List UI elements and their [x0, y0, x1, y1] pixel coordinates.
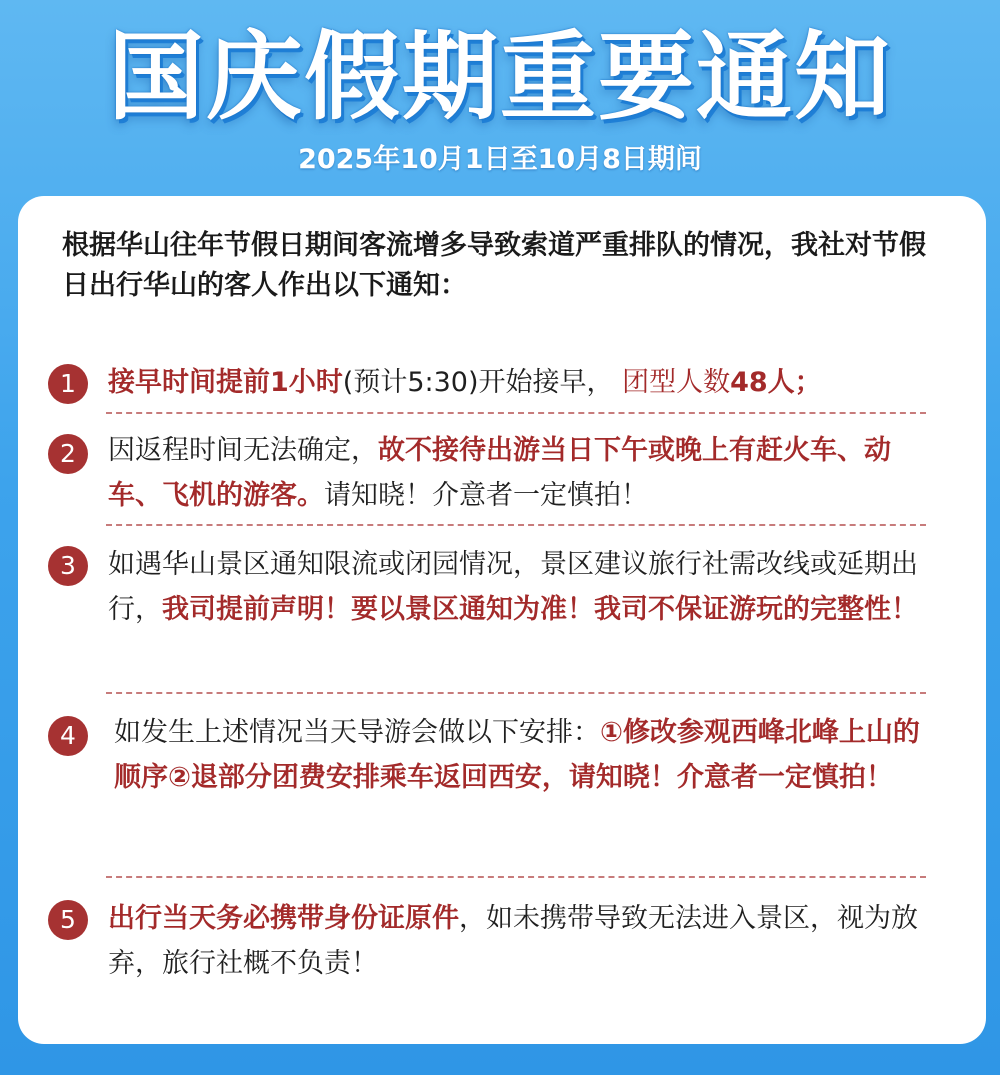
- item-text: [108, 542, 928, 632]
- item-highlight: 48人；: [730, 367, 822, 398]
- item-text: [108, 360, 928, 405]
- item-highlight: ①修改参观西峰北峰上山的顺序②退部分团费安排乘车返回西安，请知晓！介意者一定慎拍！: [114, 717, 920, 793]
- intro-text: 根据华山往年节假日期间客流增多导致索道严重排队的情况，我社对节假日出行华山的客人作出以下通知：: [62, 230, 926, 301]
- item-highlight: 故不接待出游当日下午或晚上有赶火车、动车、飞机的游客。: [108, 435, 891, 511]
- item-highlight: 接早时间提前1小时: [108, 367, 343, 398]
- divider: [106, 524, 926, 526]
- item-plain: 如发生上述情况当天导游会做以下安排：: [114, 717, 600, 748]
- item-plain: (预计5:30)开始接早，: [342, 367, 614, 398]
- item-text: [114, 710, 928, 800]
- item-plain: 请知晓！介意者一定慎拍！: [324, 480, 648, 511]
- item-plain: 如遇华山景区通知限流或闭园情况，景区建议旅行社需改线或延期出行，: [108, 549, 918, 625]
- item-number-badge: 4: [48, 716, 88, 756]
- item-plain: ，如未携带导致无法进入景区，视为放弃，旅行社概不负责！: [108, 903, 918, 979]
- item-number-badge: 2: [48, 434, 88, 474]
- item-number-badge: 3: [48, 546, 88, 586]
- notice-card: [18, 196, 986, 1044]
- divider: [106, 876, 926, 878]
- item-text: [108, 428, 928, 518]
- item-highlight: 出行当天务必携带身份证原件: [108, 903, 459, 934]
- divider: [106, 692, 926, 694]
- item-plain: 因返程时间无法确定，: [108, 435, 378, 466]
- item-text: [108, 896, 928, 986]
- item-number-badge: 5: [48, 900, 88, 940]
- date-range-subtitle: 2025年10月1日至10月8日期间: [298, 144, 702, 175]
- item-number-badge: 1: [48, 364, 88, 404]
- divider: [106, 412, 926, 414]
- item-highlight: 我司提前声明！要以景区通知为准！我司不保证游玩的完整性！: [162, 594, 918, 625]
- page-title: 国庆假期重要通知: [108, 21, 892, 133]
- item-highlight-normal: 团型人数: [622, 367, 731, 398]
